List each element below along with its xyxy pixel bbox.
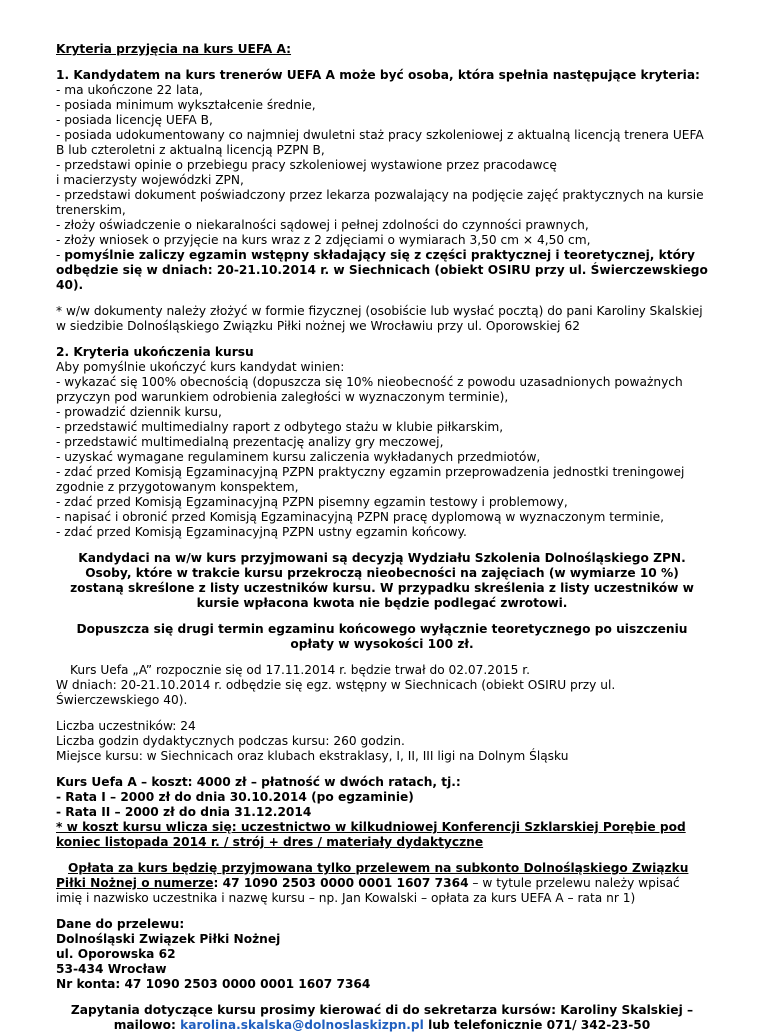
payment-instructions: [56, 861, 708, 906]
criteria-item: - posiada minimum wykształcenie średnie,: [56, 98, 316, 112]
second-exam-notice: Dopuszcza się drugi termin egzaminu końcowego wyłącznie teoretycznego po uiszczeniu opłaty w wysokości 100 zł.: [76, 622, 688, 651]
contact-email-prefix: mailowo:: [113, 1018, 181, 1032]
contact-line: Zapytania dotyczące kursu prosimy kierować di do sekretarza kursów: Karoliny Skalskiej –: [70, 1003, 694, 1017]
contact-phone: lub telefonicznie 071/ 342-23-50: [423, 1018, 651, 1032]
criteria-item: - posiada udokumentowany co najmniej dwuletni staż pracy szkoleniowej z aktualną licencją trenera UEFA B lub czteroletni z aktualną licencją PZPN B,: [56, 128, 704, 157]
transfer-city: 53-434 Wrocław: [56, 962, 167, 976]
payment-account-number: : 47 1090 2503 0000 0001 1607 7364: [213, 876, 469, 890]
entrance-exam-text: pomyślnie zaliczy egzamin wstępny składający się z części praktycznej i teoretycznej, który odbędzie się w dniach: 20-21.10.2014 r. w Siechnicach (obiekt OSIRU przy ul. Świerczewskiego 40).: [56, 248, 708, 292]
completion-item: - zdać przed Komisją Egzaminacyjną PZPN pisemny egzamin testowy i problemowy,: [56, 495, 568, 509]
criteria-item: - ma ukończone 22 lata,: [56, 83, 204, 97]
teaching-hours: Liczba godzin dydaktycznych podczas kursu: 260 godzin.: [56, 734, 405, 748]
contact-section: [56, 1003, 708, 1033]
cost-line: - Rata II – 2000 zł do dnia 31.12.2014: [56, 805, 312, 819]
criteria-item-exam: [56, 248, 708, 293]
completion-item: - uzyskać wymagane regulaminem kursu zaliczenia wykładanych przedmiotów,: [56, 450, 541, 464]
completion-criteria-heading: 2. Kryteria ukończenia kursu: [56, 345, 254, 359]
course-dates: Kurs Uefa „A” rozpocznie się od 17.11.2014 r. będzie trwał do 02.07.2015 r.: [70, 663, 530, 677]
admission-criteria-section: [56, 68, 708, 293]
criteria-item: - posiada licencję UEFA B,: [56, 113, 213, 127]
payment-subaccount-text: Opłata za kurs będzię przyjmowana tylko przelewem na subkonto Dolnośląskiego Związku Piłki Nożnej o numerze: [56, 861, 689, 890]
transfer-recipient: Dolnośląski Związek Piłki Nożnej: [56, 932, 281, 946]
admission-criteria-heading: 1. Kandydatem na kurs trenerów UEFA A może być osoba, która spełnia następujące kryteria:: [56, 68, 700, 82]
documents-note: * w/w dokumenty należy złożyć w formie fizycznej (osobiście lub wysłać pocztą) do pani Karoliny Skalskiej w siedzibie Dolnośląskiego Związku Piłki nożnej we Wrocławiu przy ul. Oporowskiej 62: [56, 304, 703, 333]
criteria-item: - złoży wniosek o przyjęcie na kurs wraz z 2 zdjęciami o wymiarach 3,50 cm × 4,50 cm,: [56, 233, 591, 247]
course-location: Miejsce kursu: w Siechnicach oraz klubach ekstraklasy, I, II, III ligi na Dolnym Śląsku: [56, 749, 569, 763]
transfer-street: ul. Oporowska 62: [56, 947, 176, 961]
page-title: Kryteria przyjęcia na kurs UEFA A:: [56, 42, 292, 56]
cost-includes: * w koszt kursu wlicza się: uczestnictwo w kilkudniowej Konferencji Szklarskiej Porębie pod koniec listopada 2014 r. / strój + dres / materiały dydaktyczne: [56, 820, 686, 849]
cost-line: Kurs Uefa A – koszt: 4000 zł – płatność w dwóch ratach, tj.:: [56, 775, 461, 789]
completion-item: - przedstawić multimedialny raport z odbytego stażu w klubie piłkarskim,: [56, 420, 504, 434]
course-cost-section: [56, 775, 708, 850]
payment-title-note: – w tytule przelewu należy wpisać imię i nazwisko uczestnika i nazwę kursu – np. Jan Kowalski – opłata za kurs UEFA A – rata nr 1): [56, 876, 680, 905]
completion-item: - zdać przed Komisją Egzaminacyjną PZPN praktyczny egzamin przeprowadzenia jednostki treningowej zgodnie z przygotowanym konspektem,: [56, 465, 685, 494]
criteria-item: - złoży oświadczenie o niekaralności sądowej i pełnej zdolności do czynności prawnych,: [56, 218, 589, 232]
cost-line: - Rata I – 2000 zł do dnia 30.10.2014 (po egzaminie): [56, 790, 414, 804]
contact-email-line: [56, 1018, 708, 1033]
entrance-exam-dates: W dniach: 20-21.10.2014 r. odbędzie się egz. wstępny w Siechnicach (obiekt OSIRU przy ul. Świerczewskiego 40).: [56, 678, 616, 707]
completion-item: - przedstawić multimedialną prezentację analizy gry meczowej,: [56, 435, 444, 449]
criteria-item: i macierzysty wojewódzki ZPN,: [56, 173, 244, 187]
contact-email-link[interactable]: karolina.skalska@dolnoslaskizpn.pl: [180, 1018, 424, 1032]
criteria-item-prefix: -: [56, 248, 65, 262]
completion-intro: Aby pomyślnie ukończyć kurs kandydat winien:: [56, 360, 345, 374]
completion-item: - wykazać się 100% obecnością (dopuszcza się 10% nieobecność z powodu uzasadnionych poważnych przyczyn pod warunkiem odrobienia zaległości w wyznaczonym terminie),: [56, 375, 683, 404]
transfer-heading: Dane do przelewu:: [56, 917, 185, 931]
completion-criteria-section: [56, 345, 708, 540]
completion-item: - napisać i obronić przed Komisją Egzaminacyjną PZPN pracę dyplomową w wyznaczonym terminie,: [56, 510, 665, 524]
admission-decision-notice: Kandydaci na w/w kurs przyjmowani są decyzją Wydziału Szkolenia Dolnośląskiego ZPN. Osoby, które w trakcie kursu przekroczą nieobecności na zajęciach (w wymiarze 10 %) zostaną skreślone z listy uczestników kursu. W przypadku skreślenia z listy uczestników w kursie wpłacona kwota nie będzie podlegać zwrotowi.: [70, 551, 694, 610]
transfer-details: [56, 917, 708, 992]
participants-count: Liczba uczestników: 24: [56, 719, 196, 733]
criteria-item: - przedstawi dokument poświadczony przez lekarza pozwalający na podjęcie zajęć praktycznych na kursie trenerskim,: [56, 188, 704, 217]
completion-item: - prowadzić dziennik kursu,: [56, 405, 222, 419]
criteria-item: - przedstawi opinie o przebiegu pracy szkoleniowej wystawione przez pracodawcę: [56, 158, 557, 172]
completion-item: - zdać przed Komisją Egzaminacyjną PZPN ustny egzamin końcowy.: [56, 525, 467, 539]
transfer-account: Nr konta: 47 1090 2503 0000 0001 1607 7364: [56, 977, 371, 991]
